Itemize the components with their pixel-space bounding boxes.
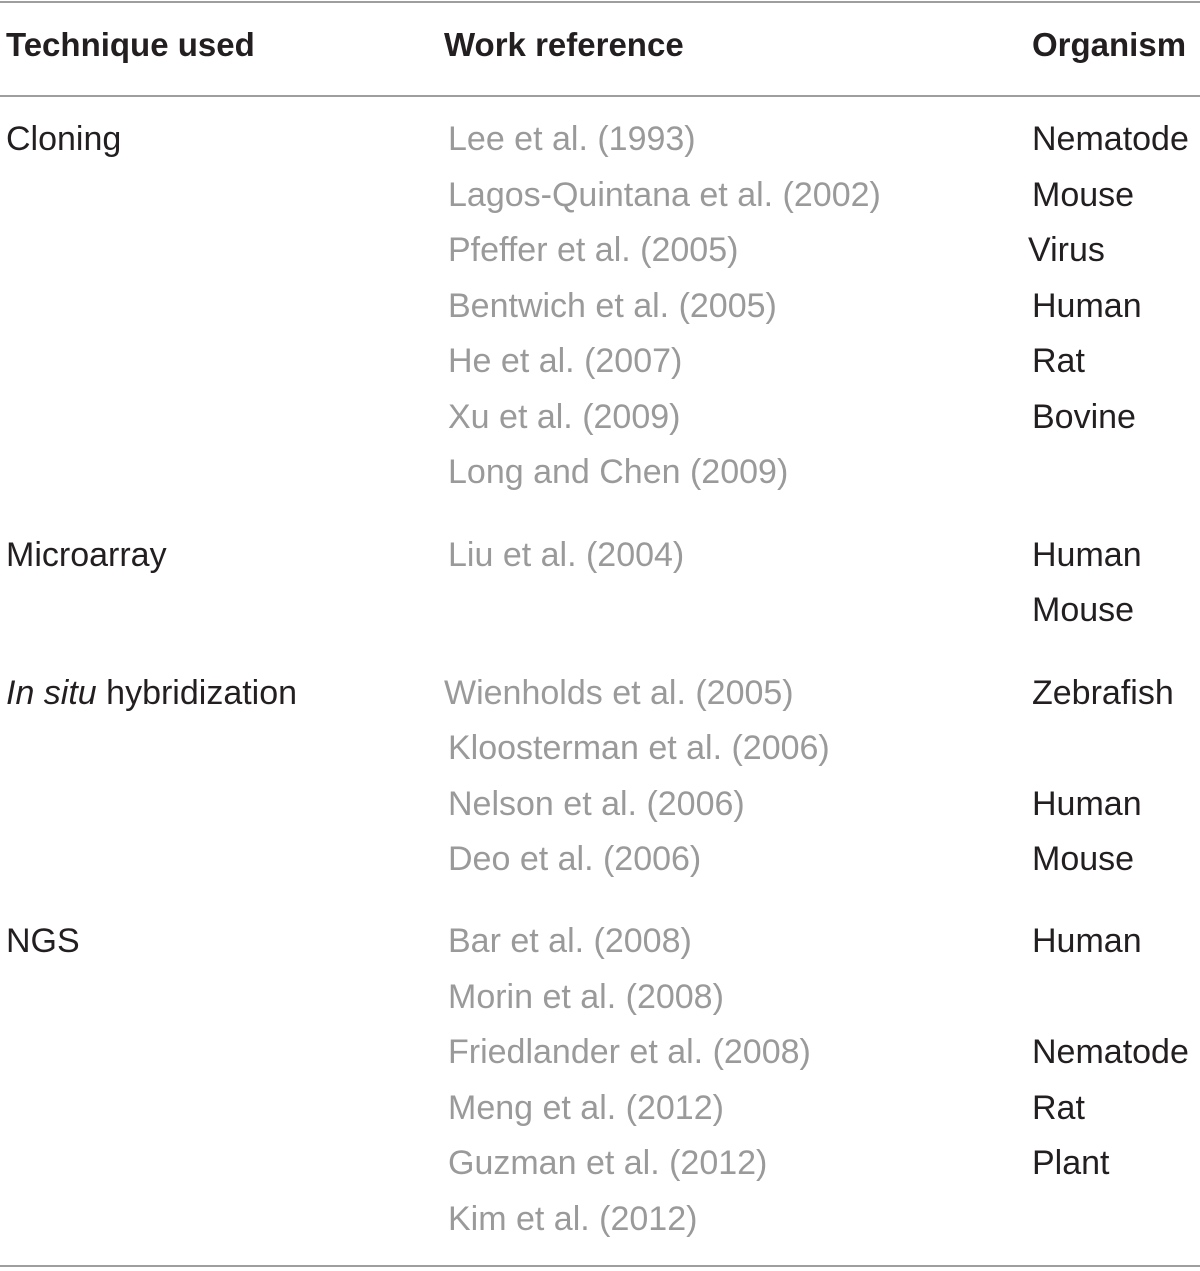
reference-cell: Nelson et al. (2006) — [448, 785, 745, 823]
reference-cell: Meng et al. (2012) — [448, 1089, 724, 1127]
organism-cell: Rat — [1032, 342, 1085, 380]
reference-cell: Pfeffer et al. (2005) — [448, 231, 739, 269]
organism-cell: Bovine — [1032, 398, 1136, 436]
reference-cell: Kloosterman et al. (2006) — [448, 729, 830, 767]
reference-cell: Kim et al. (2012) — [448, 1200, 698, 1238]
organism-cell: Plant — [1032, 1144, 1110, 1182]
reference-cell: Long and Chen (2009) — [448, 453, 789, 491]
organism-cell: Rat — [1032, 1089, 1085, 1127]
table-top-rule — [0, 1, 1200, 3]
header-rule — [0, 95, 1200, 97]
organism-cell: Human — [1032, 785, 1142, 823]
organism-cell: Mouse — [1032, 591, 1135, 629]
reference-cell: Bar et al. (2008) — [448, 922, 692, 960]
organism-cell: Nematode — [1032, 1033, 1189, 1071]
reference-cell: Lagos-Quintana et al. (2002) — [448, 176, 881, 214]
reference-cell: Wienholds et al. (2005) — [444, 674, 794, 712]
reference-cell: Friedlander et al. (2008) — [448, 1033, 811, 1071]
reference-cell: Bentwich et al. (2005) — [448, 287, 777, 325]
organism-cell: Mouse — [1032, 176, 1135, 214]
table-bottom-rule — [0, 1265, 1200, 1267]
technique-italic-part: In situ — [6, 674, 97, 712]
reference-cell: Deo et al. (2006) — [448, 840, 702, 878]
header-technique: Technique used — [6, 26, 255, 63]
reference-cell: Morin et al. (2008) — [448, 978, 724, 1016]
organism-cell: Zebrafish — [1032, 674, 1174, 712]
technique-ngs: NGS — [6, 922, 80, 960]
reference-cell: Liu et al. (2004) — [448, 536, 685, 574]
technique-in-situ-hybridization — [6, 673, 297, 713]
organism-cell: Nematode — [1032, 120, 1189, 158]
technique-roman-part: hybridization — [96, 674, 298, 712]
organism-cell: Human — [1032, 536, 1142, 574]
reference-cell: Lee et al. (1993) — [448, 120, 696, 158]
header-organism: Organism — [1032, 26, 1187, 63]
organism-cell: Human — [1032, 922, 1142, 960]
header-reference: Work reference — [444, 26, 684, 63]
technique-microarray: Microarray — [6, 536, 167, 574]
reference-cell: Guzman et al. (2012) — [448, 1144, 768, 1182]
organism-cell: Human — [1032, 287, 1142, 325]
technique-cloning: Cloning — [6, 120, 122, 158]
organism-cell: Mouse — [1032, 840, 1135, 878]
reference-cell: He et al. (2007) — [448, 342, 683, 380]
organism-cell: Virus — [1028, 231, 1105, 269]
reference-cell: Xu et al. (2009) — [448, 398, 681, 436]
